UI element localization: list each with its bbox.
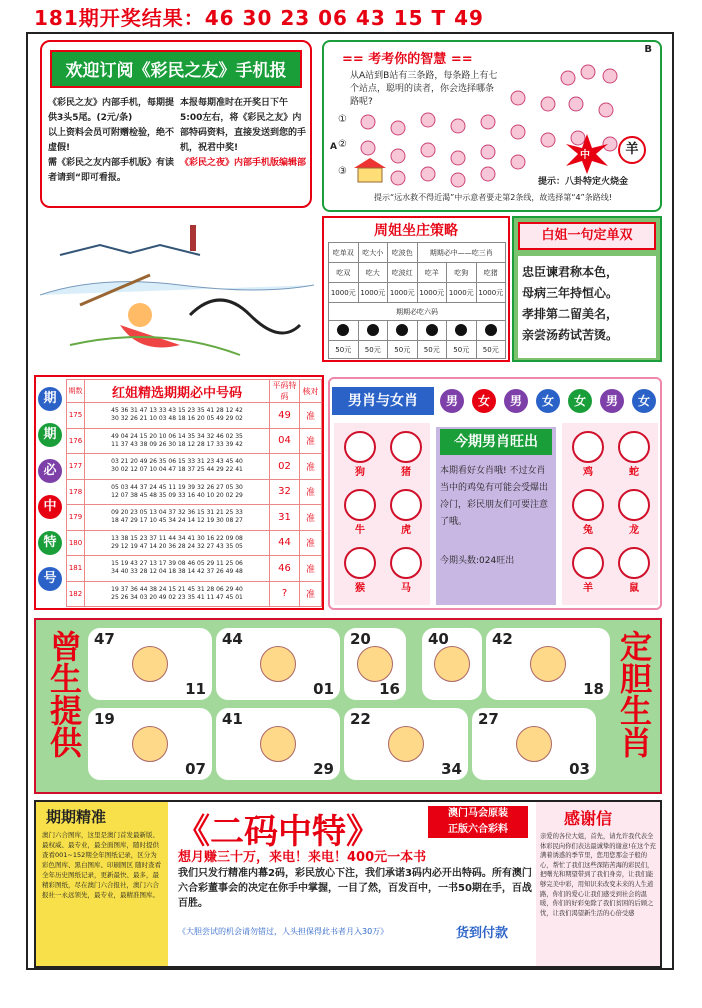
strategy-amount: 1000元: [417, 283, 447, 303]
zodiac-card: [486, 628, 610, 700]
card-number-bottom: 07: [185, 760, 206, 778]
card-number-bottom: 18: [583, 680, 604, 698]
row-special: 49: [270, 403, 300, 429]
row-issue: 178: [67, 479, 85, 505]
zodiac-item: [568, 547, 608, 595]
zodiac-name: 虎: [401, 525, 411, 536]
strategy-col: 吃大小: [358, 243, 388, 263]
side-label: 特: [38, 531, 62, 555]
row-codes: 03 21 20 49 26 35 06 15 33 31 23 43 45 40 30 02 12 07 10 04 47 18 37 25 44 29 22 41: [85, 454, 270, 480]
draw-result-title: 181期开奖结果：46 30 23 06 43 15 T 49: [34, 6, 484, 30]
quiz-text: 从A站到B站有三条路，每条路上有七个站点，聪明的读者，你会选择哪条路呢?: [350, 71, 498, 107]
side-label: 必: [38, 459, 62, 483]
row-issue: 176: [67, 428, 85, 454]
numbers-table: [66, 379, 322, 607]
zodiac-item: [340, 489, 380, 537]
strategy-price: 50元: [447, 341, 477, 359]
zodiac-avatar-icon: [344, 431, 376, 463]
subscribe-right-text: [180, 96, 308, 171]
zodiac-item: [614, 431, 654, 479]
hidden-code-dot: [388, 321, 418, 341]
strategy-price: 50元: [476, 341, 506, 359]
card-number-bottom: 11: [185, 680, 206, 698]
bottom-left-title: 期期精准: [46, 808, 107, 826]
strategy-cell: 吃羊: [417, 263, 447, 283]
hidden-code-dot: [417, 321, 447, 341]
strategy-cell: 吃大: [358, 263, 388, 283]
female-zodiac-list: [562, 423, 658, 605]
row-special: 44: [270, 530, 300, 556]
right-para-2: 《彩民之夜》内部手机版编辑部: [180, 158, 307, 168]
zodiac-animal-icon: [530, 646, 566, 682]
gender-title: 男肖与女肖: [332, 387, 434, 415]
side-label: 号: [38, 567, 62, 591]
zodiac-animal-icon: [357, 646, 393, 682]
subscribe-left-text: [48, 96, 176, 186]
row-codes: 15 19 43 27 13 17 39 08 46 05 29 11 25 06 34 40 33 28 12 04 18 38 14 42 37 26 49 48: [85, 556, 270, 582]
strategy-table: [328, 242, 506, 359]
card-number-bottom: 03: [569, 760, 590, 778]
card-number-top: 27: [478, 710, 499, 728]
gender-tag: 男: [440, 389, 464, 413]
zodiac-name: 狗: [355, 467, 365, 478]
gender-tag: 男: [600, 389, 624, 413]
row-codes: 45 36 31 47 13 33 43 15 23 35 41 28 12 42 30 32 26 21 10 03 48 18 16 20 05 49 29 02: [85, 403, 270, 429]
right-para-1: 本报每期准时在开奖日下午5:00左右，将《彩民之友》内部特码资料，直接发送到您的手机，祝君中奖!: [180, 98, 307, 153]
gender-tag: 女: [632, 389, 656, 413]
zodiac-name: 兔: [583, 525, 593, 536]
zodiac-item: [386, 431, 426, 479]
zodiac-avatar-icon: [618, 431, 650, 463]
col-code: 平码特码: [270, 380, 300, 403]
zodiac-name: 鸡: [583, 467, 593, 478]
row-check: 准: [300, 403, 322, 429]
card-number-top: 22: [350, 710, 371, 728]
zodiac-animal-icon: [260, 726, 296, 762]
row-special: 04: [270, 428, 300, 454]
male-highlight-title: 今期男肖旺出: [440, 429, 552, 455]
strategy-col-span: 期期必中——吃三肖: [417, 243, 506, 263]
row-check: 准: [300, 530, 322, 556]
zodiac-avatar-icon: [390, 431, 422, 463]
strategy-amount: 1000元: [447, 283, 477, 303]
zodiac-avatar-icon: [390, 489, 422, 521]
thanks-title: 感谢信: [564, 809, 613, 828]
row-issue: 179: [67, 505, 85, 531]
fishing-scene-illustration: [40, 215, 314, 365]
strategy-price: 50元: [329, 341, 359, 359]
zodiac-avatar-icon: [572, 431, 604, 463]
zodiac-animal-icon: [434, 646, 470, 682]
hidden-code-dot: [476, 321, 506, 341]
left-para-3: 需《彩民之友内部手机版》有读者请到“即可看报。: [48, 158, 175, 183]
zodiac-card: [88, 708, 212, 780]
table-row: [67, 454, 322, 480]
strategy-price: 50元: [417, 341, 447, 359]
row-codes: 19 37 36 44 38 24 15 21 45 31 28 06 29 40 25 26 34 03 20 49 02 23 35 41 11 47 45 01: [85, 581, 270, 607]
zodiac-left-title: 曾生提供: [45, 630, 83, 758]
card-number-top: 40: [428, 630, 449, 648]
zodiac-item: [568, 489, 608, 537]
table-row: [67, 505, 322, 531]
col-title: 红姐精选期期必中号码: [85, 380, 270, 403]
left-para-2: 以上资料会员可附赠检验，绝不虚假!: [48, 128, 175, 153]
zodiac-item: [386, 547, 426, 595]
gender-tag: 女: [536, 389, 560, 413]
zodiac-name: 羊: [583, 583, 593, 594]
table-row: [67, 403, 322, 429]
quiz-answer-note: 提示“远水救不得近渴”中示意者要走第2条线，故选择第“4”条路线!: [374, 193, 612, 202]
table-row: [67, 581, 322, 607]
strategy-cell: 吃波红: [388, 263, 418, 283]
row-issue: 181: [67, 556, 85, 582]
poem-line: 母病三年持恒心。: [522, 286, 619, 300]
gender-panel: [328, 377, 662, 610]
row-check: 准: [300, 479, 322, 505]
zodiac-item: [568, 431, 608, 479]
row-check: 准: [300, 556, 322, 582]
strategy-price: 50元: [388, 341, 418, 359]
subscribe-panel: [40, 40, 312, 208]
quiz-panel: [322, 40, 662, 212]
banner-side-text: 澳门马会原装 正版六合彩料: [428, 806, 528, 838]
row-issue: 177: [67, 454, 85, 480]
zodiac-avatar-icon: [344, 547, 376, 579]
table-row: [67, 428, 322, 454]
zodiac-name: 猴: [355, 583, 365, 594]
strategy-amount: 1000元: [358, 283, 388, 303]
thanks-text: 亲爱的各位大姐，首先，请允许我代表全体彩民向你们表达最诚挚的谢意!在这个充满着诱惑的季节里，您用您那金子般的心，帮忙了我们这些深陷苦海的彩民们，把曙光和期望带到了我们身旁，让我们能够完美中彩，用知识来改变未来的人生道路，你们的爱心让我们感受到社会的温暖，你们的好彩免除了我们贫困的后顾之忧，让我们渴望新生活的心倍受感: [540, 833, 656, 917]
zodiac-avatar-icon: [390, 547, 422, 579]
quiz-title: == 考考你的智慧 ==: [342, 52, 473, 67]
col-check: 核对: [300, 380, 322, 403]
card-number-top: 19: [94, 710, 115, 728]
zodiac-name: 牛: [355, 525, 365, 536]
thanks-box: [536, 802, 660, 966]
poem-line: 孝排第二留美名，: [522, 307, 619, 321]
row-check: 准: [300, 505, 322, 531]
hidden-code-dot: [358, 321, 388, 341]
zodiac-card: [216, 628, 340, 700]
strategy-cell: 吃狗: [447, 263, 477, 283]
answer-badge: 羊: [618, 136, 646, 164]
zodiac-animal-icon: [516, 726, 552, 762]
strategy-cell: 吃猪: [476, 263, 506, 283]
zodiac-name: 龙: [629, 525, 639, 536]
row-check: 准: [300, 454, 322, 480]
zodiac-card: [344, 708, 468, 780]
zodiac-card: [88, 628, 212, 700]
slogan: 想月赚三十万，来电！来电！400元一本书: [178, 850, 427, 865]
zodiac-card: [422, 628, 482, 700]
poem-line: 忠臣谏君称本色，: [522, 265, 619, 279]
poem-panel: [512, 216, 662, 362]
zodiac-cards-panel: [34, 618, 662, 794]
row-special: 32: [270, 479, 300, 505]
male-highlight-box: [436, 427, 556, 605]
quiz-hint: 提示：八卦特定火烧金: [538, 177, 629, 187]
header-bar: [0, 0, 702, 34]
zodiac-animal-icon: [132, 726, 168, 762]
bottom-panel: [34, 800, 662, 968]
zodiac-right-title: 定胆生肖: [615, 630, 653, 758]
row-codes: 09 20 23 05 13 04 37 32 36 15 31 21 25 33 18 47 29 17 10 45 34 24 14 12 19 30 08 27: [85, 505, 270, 531]
card-number-top: 44: [222, 630, 243, 648]
row-check: 准: [300, 581, 322, 607]
route-3-label: ③: [338, 166, 347, 177]
numbers-side-labels: [38, 387, 66, 591]
zodiac-avatar-icon: [344, 489, 376, 521]
zodiac-animal-icon: [388, 726, 424, 762]
card-number-bottom: 34: [441, 760, 462, 778]
table-row: [67, 556, 322, 582]
zodiac-avatar-icon: [572, 547, 604, 579]
card-number-bottom: 01: [313, 680, 334, 698]
side-label: 中: [38, 495, 62, 519]
poem-title: 白姐一句定单双: [518, 222, 656, 250]
zodiac-animal-icon: [132, 646, 168, 682]
zodiac-item: [614, 489, 654, 537]
station-a-label: A: [330, 142, 337, 152]
row-check: 准: [300, 428, 322, 454]
zodiac-name: 鼠: [629, 583, 639, 594]
card-number-bottom: 29: [313, 760, 334, 778]
zodiac-card: [472, 708, 596, 780]
strategy-amount: 1000元: [388, 283, 418, 303]
strategy-title: 周姐坐庄策略: [374, 223, 458, 239]
zodiac-item: [340, 547, 380, 595]
strategy-panel: [322, 216, 510, 362]
male-highlight-foot: 今期头数:024旺出: [440, 556, 515, 566]
table-row: [67, 530, 322, 556]
zodiac-avatar-icon: [618, 489, 650, 521]
row-codes: 05 03 44 37 24 45 11 19 39 32 26 27 05 30 12 07 38 45 48 35 09 33 16 40 10 20 02 29: [85, 479, 270, 505]
row-codes: 49 04 24 15 20 10 06 14 35 34 32 46 02 35 11 37 43 38 09 26 30 18 12 28 17 33 39 42: [85, 428, 270, 454]
male-zodiac-list: [334, 423, 430, 605]
zodiac-avatar-icon: [572, 489, 604, 521]
strategy-price: 50元: [358, 341, 388, 359]
zodiac-avatar-icon: [618, 547, 650, 579]
gender-tags: [440, 389, 662, 415]
gender-tag: 男: [504, 389, 528, 413]
numbers-panel: [34, 375, 324, 610]
station-b-label: B: [644, 44, 652, 55]
row-issue: 175: [67, 403, 85, 429]
bottom-left-text: 澳门六合图库，这里是澳门首发最新版、最权威、最专业，最全面图库，随时提供查看001~152期全年图纸记录，区分为彩色图库、黑白图库、印刷图区 随时查看全年历史图纸记录，更新最快、最多，最精彩图纸，尽在澳门六合报社，澳门六合报社一永远领先，最专业，最精准图库。: [42, 831, 162, 899]
route-1-label: ①: [338, 114, 347, 125]
star-label: 中: [580, 150, 590, 161]
zodiac-name: 蛇: [629, 467, 639, 478]
strategy-amount: 1000元: [476, 283, 506, 303]
banner-body: 我们只发行精准内幕2码，彩民放心下注，我们承诺3码内必开出特码。所有澳门六合彩董事会的决定在你手中掌握，一目了然，百发百中，一书50期在手，百战百胜。: [178, 868, 532, 909]
gender-tag: 女: [568, 389, 592, 413]
left-para-1: 《彩民之友》内部手机，每期提供3头5尾。(2元/条): [48, 98, 175, 123]
zodiac-item: [614, 547, 654, 595]
row-issue: 180: [67, 530, 85, 556]
route-2-label: ②: [338, 139, 347, 150]
strategy-cell: 吃双: [329, 263, 359, 283]
zodiac-item: [340, 431, 380, 479]
row-special: 31: [270, 505, 300, 531]
gender-tag: 女: [472, 389, 496, 413]
card-number-bottom: 16: [379, 680, 400, 698]
card-number-top: 41: [222, 710, 243, 728]
poem-body: [518, 256, 656, 358]
zodiac-name: 马: [401, 583, 411, 594]
card-number-top: 42: [492, 630, 513, 648]
zodiac-card: [344, 628, 406, 700]
col-issue: 期数: [67, 380, 85, 403]
strategy-col: 吃波色: [388, 243, 418, 263]
strategy-six-code: 期期必吃六码: [329, 303, 506, 321]
zodiac-item: [386, 489, 426, 537]
strategy-col: 吃单双: [329, 243, 359, 263]
row-special: 46: [270, 556, 300, 582]
two-code-banner: 《二码中特》: [176, 812, 380, 852]
table-row: [67, 479, 322, 505]
row-special: ?: [270, 581, 300, 607]
card-number-top: 20: [350, 630, 371, 648]
row-codes: 13 38 15 23 37 11 44 34 41 30 16 22 09 08 29 12 19 47 14 20 36 28 24 32 27 43 35 05: [85, 530, 270, 556]
card-number-top: 47: [94, 630, 115, 648]
zodiac-animal-icon: [260, 646, 296, 682]
row-issue: 182: [67, 581, 85, 607]
cash-on-delivery: 货到付款: [456, 926, 509, 941]
zodiac-card: [216, 708, 340, 780]
strategy-amount: 1000元: [329, 283, 359, 303]
poem-line: 亲尝汤药试苦烫。: [522, 328, 619, 342]
hidden-code-dot: [447, 321, 477, 341]
side-label: 期: [38, 387, 62, 411]
row-special: 02: [270, 454, 300, 480]
zodiac-name: 猪: [401, 467, 411, 478]
subscribe-title: 欢迎订阅《彩民之友》手机报: [50, 50, 302, 88]
male-highlight-text: 本期看好女肖哦! 不过女肖当中的鸡兔有可能会受爆出冷门，彩民朋友们可要注意了哦。: [440, 466, 549, 527]
bottom-left-box: [36, 802, 168, 966]
banner-foot: 《大胆尝试的机会请勿错过，人头担保得此书者月入30万》: [178, 927, 389, 936]
hidden-code-dot: [329, 321, 359, 341]
side-label: 期: [38, 423, 62, 447]
